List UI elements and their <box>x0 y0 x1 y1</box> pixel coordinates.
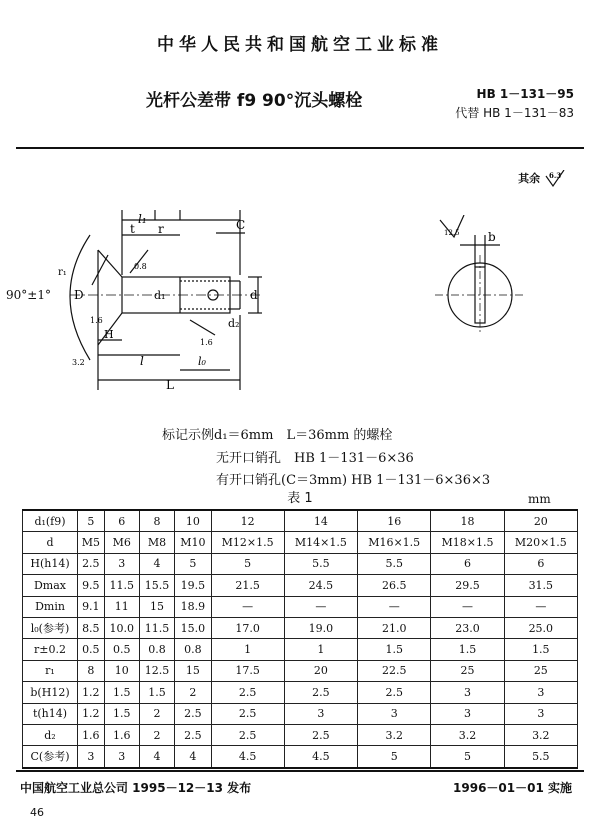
table-cell: 18.9 <box>175 596 211 617</box>
table-cell: M16×1.5 <box>358 532 431 553</box>
table-cell: 2 <box>139 724 174 745</box>
table-cell: 2 <box>175 682 211 703</box>
row-header: t(h14) <box>23 703 78 724</box>
table-cell: 2.5 <box>358 682 431 703</box>
table-cell: 3 <box>504 703 577 724</box>
row-header: d₂ <box>23 724 78 745</box>
table-cell: 25 <box>431 660 504 681</box>
table-cell: 1.6 <box>104 724 139 745</box>
table-row <box>23 553 578 574</box>
table-cell: 3 <box>284 703 357 724</box>
standard-title: 光杆公差带 f9 90°沉头螺栓 <box>146 91 363 111</box>
page-number: 46 <box>30 806 44 819</box>
roughness-note <box>518 170 566 188</box>
footer-rule <box>16 770 584 772</box>
table-cell: 4 <box>139 553 174 574</box>
row-header: r±0.2 <box>23 639 78 660</box>
table-row <box>23 724 578 745</box>
table-cell: 2.5 <box>284 682 357 703</box>
table-cell: — <box>431 596 504 617</box>
table-cell: 1.6 <box>78 724 105 745</box>
table-row <box>23 639 578 660</box>
marking-line-with-hole: 有开口销孔(C＝3mm) HB 1－131－6×36×3 <box>216 473 491 488</box>
table-cell: 19.5 <box>175 575 211 596</box>
table-cell: 29.5 <box>431 575 504 596</box>
table-cell: 9.5 <box>78 575 105 596</box>
table-cell: 31.5 <box>504 575 577 596</box>
roughness-label: 其余 <box>518 172 541 185</box>
table-cell: 1.5 <box>104 703 139 724</box>
standard-number: HB 1－131－95 <box>476 87 574 101</box>
table-cell: 5.5 <box>284 553 357 574</box>
table-unit: mm <box>528 492 551 506</box>
table-cell: 16 <box>358 510 431 532</box>
table-cell: 11.5 <box>139 617 174 638</box>
table-cell: — <box>284 596 357 617</box>
table-caption: 表 1 <box>287 491 313 506</box>
table-cell: 0.8 <box>175 639 211 660</box>
row-header: r₁ <box>23 660 78 681</box>
table-cell: 15.0 <box>175 617 211 638</box>
table-cell: 3.2 <box>358 724 431 745</box>
table-cell: 4 <box>175 746 211 768</box>
label-r1: r₁ <box>58 267 67 278</box>
table-cell: 2.5 <box>211 724 284 745</box>
table-cell: 5 <box>358 746 431 768</box>
table-cell: 22.5 <box>358 660 431 681</box>
table-cell: 1 <box>284 639 357 660</box>
table-cell: 17.5 <box>211 660 284 681</box>
table-cell: M20×1.5 <box>504 532 577 553</box>
roughness-ra-2: 1.6 <box>90 316 103 325</box>
table-cell: 15.5 <box>139 575 174 596</box>
label-d2: d₂ <box>228 317 240 330</box>
label-L: L <box>166 378 174 392</box>
table-cell: 11.5 <box>104 575 139 596</box>
table-cell: 3 <box>358 703 431 724</box>
table-cell: 3 <box>78 746 105 768</box>
label-l1: l₁ <box>138 212 147 226</box>
end-view-drawing <box>430 215 530 335</box>
table-cell: 2.5 <box>175 703 211 724</box>
row-header: C(参考) <box>23 746 78 768</box>
label-b: b <box>488 230 496 244</box>
table-cell: 8.5 <box>78 617 105 638</box>
table-cell: 20 <box>284 660 357 681</box>
label-r: r <box>158 222 164 236</box>
table-cell: M5 <box>78 532 105 553</box>
table-cell: 1.5 <box>139 682 174 703</box>
table-row <box>23 703 578 724</box>
table-cell: M8 <box>139 532 174 553</box>
label-c: C <box>236 218 246 232</box>
row-header: l₀(参考) <box>23 617 78 638</box>
row-header: b(H12) <box>23 682 78 703</box>
issued-by: 中国航空工业总公司 1995－12－13 发布 <box>20 781 252 795</box>
table-cell: 3.2 <box>431 724 504 745</box>
table-cell: 0.5 <box>78 639 105 660</box>
bolt-drawing <box>30 195 330 395</box>
header-rule <box>16 147 584 149</box>
roughness-ra-1: 0.8 <box>134 262 147 271</box>
roughness-value: 6.3 <box>549 171 562 180</box>
table-row <box>23 596 578 617</box>
table-cell: 3 <box>104 553 139 574</box>
row-header: Dmin <box>23 596 78 617</box>
table-cell: 3 <box>431 682 504 703</box>
table-cell: 3 <box>104 746 139 768</box>
table-cell: 1.5 <box>504 639 577 660</box>
table-row <box>23 682 578 703</box>
table-cell: 10.0 <box>104 617 139 638</box>
table-cell: 0.8 <box>139 639 174 660</box>
table-cell: 11 <box>104 596 139 617</box>
table-cell: 15 <box>139 596 174 617</box>
table-cell: 8 <box>139 510 174 532</box>
table-cell: 1.5 <box>358 639 431 660</box>
table-cell: 15 <box>175 660 211 681</box>
table-row <box>23 746 578 768</box>
table-cell: — <box>504 596 577 617</box>
table-cell: 5 <box>78 510 105 532</box>
table-cell: 3 <box>431 703 504 724</box>
table-cell: M18×1.5 <box>431 532 504 553</box>
table-cell: 5 <box>175 553 211 574</box>
roughness-ra-5: 1.6 <box>200 338 213 347</box>
table-cell: — <box>211 596 284 617</box>
table-cell: 19.0 <box>284 617 357 638</box>
table-cell: 2.5 <box>211 682 284 703</box>
label-D: D <box>74 288 84 302</box>
table-cell: 12.5 <box>139 660 174 681</box>
table-cell: 25 <box>504 660 577 681</box>
table-cell: 4.5 <box>284 746 357 768</box>
head-angle: 90°±1° <box>6 288 51 302</box>
label-l: l <box>140 354 144 368</box>
table-cell: 0.5 <box>104 639 139 660</box>
table-cell: 2.5 <box>284 724 357 745</box>
table-cell: 2.5 <box>211 703 284 724</box>
table-cell: M12×1.5 <box>211 532 284 553</box>
roughness-ra-4: 12.5 <box>444 229 460 237</box>
roughness-ra-3: 3.2 <box>72 358 85 367</box>
table-cell: 5 <box>431 746 504 768</box>
table-cell: 2.5 <box>175 724 211 745</box>
table-cell: 6 <box>431 553 504 574</box>
table-cell: M6 <box>104 532 139 553</box>
table-cell: 5.5 <box>358 553 431 574</box>
row-header: d <box>23 532 78 553</box>
label-l0: l₀ <box>198 355 206 368</box>
table-cell: 10 <box>175 510 211 532</box>
table-cell: 1.2 <box>78 703 105 724</box>
table-cell: 3 <box>504 682 577 703</box>
table-cell: 9.1 <box>78 596 105 617</box>
label-h: H <box>104 328 114 341</box>
table-row <box>23 532 578 553</box>
table-cell: 6 <box>104 510 139 532</box>
table-cell: 5.5 <box>504 746 577 768</box>
row-header: H(h14) <box>23 553 78 574</box>
roughness-symbol-icon <box>544 170 566 188</box>
table-cell: 1.5 <box>431 639 504 660</box>
table-cell: 10 <box>104 660 139 681</box>
table-row <box>23 510 578 532</box>
table-cell: 20 <box>504 510 577 532</box>
marking-example: 标记示例d₁＝6mm L＝36mm 的螺栓 <box>162 428 393 443</box>
table-cell: 1.5 <box>104 682 139 703</box>
table-cell: 26.5 <box>358 575 431 596</box>
table-cell: 6 <box>504 553 577 574</box>
table-cell: 5 <box>211 553 284 574</box>
table-cell: 18 <box>431 510 504 532</box>
table-cell: 8 <box>78 660 105 681</box>
table-cell: 23.0 <box>431 617 504 638</box>
row-header: d₁(f9) <box>23 510 78 532</box>
table-row <box>23 660 578 681</box>
label-d1: d₁ <box>154 289 166 302</box>
table-cell: 1 <box>211 639 284 660</box>
effective-date: 1996－01－01 实施 <box>453 781 572 795</box>
table-cell: 12 <box>211 510 284 532</box>
table-cell: 1.2 <box>78 682 105 703</box>
table-cell: 21.0 <box>358 617 431 638</box>
table-cell: 3.2 <box>504 724 577 745</box>
dimension-table <box>22 509 578 769</box>
table-cell: M14×1.5 <box>284 532 357 553</box>
marking-line-no-hole: 无开口销孔 HB 1－131－6×36 <box>216 451 414 466</box>
table-cell: 4 <box>139 746 174 768</box>
table-cell: 21.5 <box>211 575 284 596</box>
label-d: d <box>250 288 258 302</box>
table-cell: 2.5 <box>78 553 105 574</box>
table-cell: 14 <box>284 510 357 532</box>
table-cell: — <box>358 596 431 617</box>
table-cell: 17.0 <box>211 617 284 638</box>
table-cell: M10 <box>175 532 211 553</box>
table-cell: 4.5 <box>211 746 284 768</box>
row-header: Dmax <box>23 575 78 596</box>
replaced-standard: 代替 HB 1－131－83 <box>455 106 574 120</box>
table-row <box>23 617 578 638</box>
organization-header: 中华人民共和国航空工业标准 <box>157 35 443 55</box>
table-cell: 25.0 <box>504 617 577 638</box>
table-cell: 24.5 <box>284 575 357 596</box>
label-t: t <box>130 222 135 236</box>
table-row <box>23 575 578 596</box>
table-cell: 2 <box>139 703 174 724</box>
